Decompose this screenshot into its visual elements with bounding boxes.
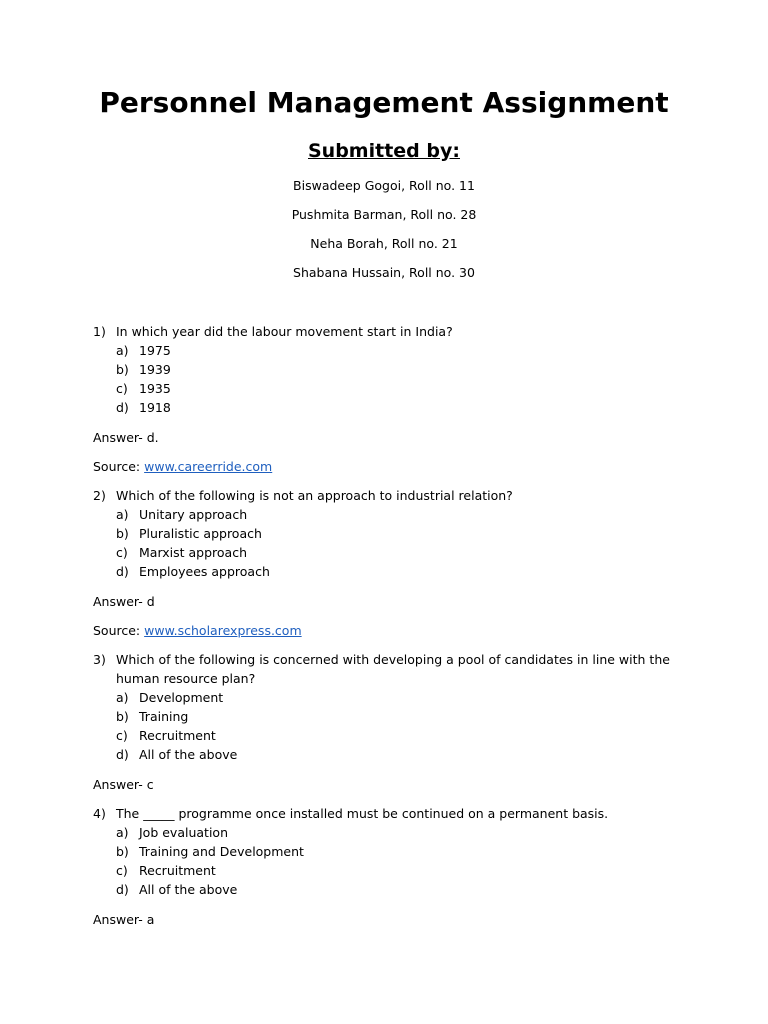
option-item bbox=[116, 398, 171, 417]
answer-line: Answer- c bbox=[93, 777, 154, 792]
option-item bbox=[116, 823, 228, 842]
option-item bbox=[116, 880, 237, 899]
answer-line: Answer- d bbox=[93, 594, 155, 609]
option-item bbox=[116, 707, 188, 726]
option-text: Job evaluation bbox=[139, 825, 228, 840]
option-text: 1918 bbox=[139, 400, 171, 415]
option-text: 1935 bbox=[139, 381, 171, 396]
option-text: All of the above bbox=[139, 882, 238, 897]
answer-line: Answer- a bbox=[93, 912, 155, 927]
question-number: 1) bbox=[93, 324, 106, 339]
option-label: d) bbox=[116, 564, 129, 579]
option-label: c) bbox=[116, 381, 128, 396]
option-label: b) bbox=[116, 844, 129, 859]
option-label: b) bbox=[116, 362, 129, 377]
question-number: 3) bbox=[93, 652, 106, 667]
option-label: a) bbox=[116, 690, 129, 705]
option-item bbox=[116, 505, 247, 524]
document-title: Personnel Management Assignment bbox=[99, 86, 669, 119]
option-label: c) bbox=[116, 863, 128, 878]
source-label: Source: bbox=[93, 623, 145, 638]
option-item bbox=[116, 543, 247, 562]
option-label: b) bbox=[116, 709, 129, 724]
option-text: Recruitment bbox=[139, 863, 216, 878]
option-text: 1939 bbox=[139, 362, 171, 377]
author-line: Pushmita Barman, Roll no. 28 bbox=[291, 207, 477, 222]
source-line bbox=[93, 457, 272, 476]
option-item bbox=[116, 341, 171, 360]
option-label: c) bbox=[116, 545, 128, 560]
source-link[interactable]: www.scholarexpress.com bbox=[144, 623, 302, 638]
option-label: d) bbox=[116, 882, 129, 897]
author-line: Shabana Hussain, Roll no. 30 bbox=[293, 265, 475, 280]
option-label: a) bbox=[116, 507, 129, 522]
option-text: Training bbox=[139, 709, 189, 724]
option-label: a) bbox=[116, 825, 129, 840]
submitted-by-heading: Submitted by: bbox=[308, 140, 460, 162]
option-label: a) bbox=[116, 343, 129, 358]
option-item bbox=[116, 360, 171, 379]
option-text: Pluralistic approach bbox=[139, 526, 262, 541]
option-item bbox=[116, 842, 304, 861]
question-text: Which of the following is concerned with developing a pool of candidates in line with the human resource plan? bbox=[116, 652, 670, 686]
question-text: Which of the following is not an approach to industrial relation? bbox=[116, 488, 513, 503]
option-item bbox=[116, 379, 171, 398]
option-text: Marxist approach bbox=[139, 545, 248, 560]
option-item bbox=[116, 524, 262, 543]
source-label: Source: bbox=[93, 459, 145, 474]
option-text: All of the above bbox=[139, 747, 238, 762]
option-item bbox=[116, 745, 237, 764]
option-label: d) bbox=[116, 400, 129, 415]
option-text: 1975 bbox=[139, 343, 171, 358]
question-number: 4) bbox=[93, 806, 106, 821]
option-text: Employees approach bbox=[139, 564, 270, 579]
question-text: The _____ programme once installed must be continued on a permanent basis. bbox=[116, 806, 609, 821]
author-line: Neha Borah, Roll no. 21 bbox=[310, 236, 458, 251]
option-text: Development bbox=[139, 690, 224, 705]
option-label: b) bbox=[116, 526, 129, 541]
option-item bbox=[116, 726, 216, 745]
option-item bbox=[116, 688, 223, 707]
question-number: 2) bbox=[93, 488, 106, 503]
option-label: d) bbox=[116, 747, 129, 762]
option-text: Training and Development bbox=[139, 844, 304, 859]
option-item bbox=[116, 861, 216, 880]
answer-line: Answer- d. bbox=[93, 430, 159, 445]
source-line bbox=[93, 621, 302, 640]
option-text: Recruitment bbox=[139, 728, 216, 743]
option-label: c) bbox=[116, 728, 128, 743]
option-item bbox=[116, 562, 270, 581]
source-link[interactable]: www.careerride.com bbox=[144, 459, 273, 474]
question-text: In which year did the labour movement start in India? bbox=[116, 324, 453, 339]
option-text: Unitary approach bbox=[139, 507, 248, 522]
author-line: Biswadeep Gogoi, Roll no. 11 bbox=[293, 178, 475, 193]
